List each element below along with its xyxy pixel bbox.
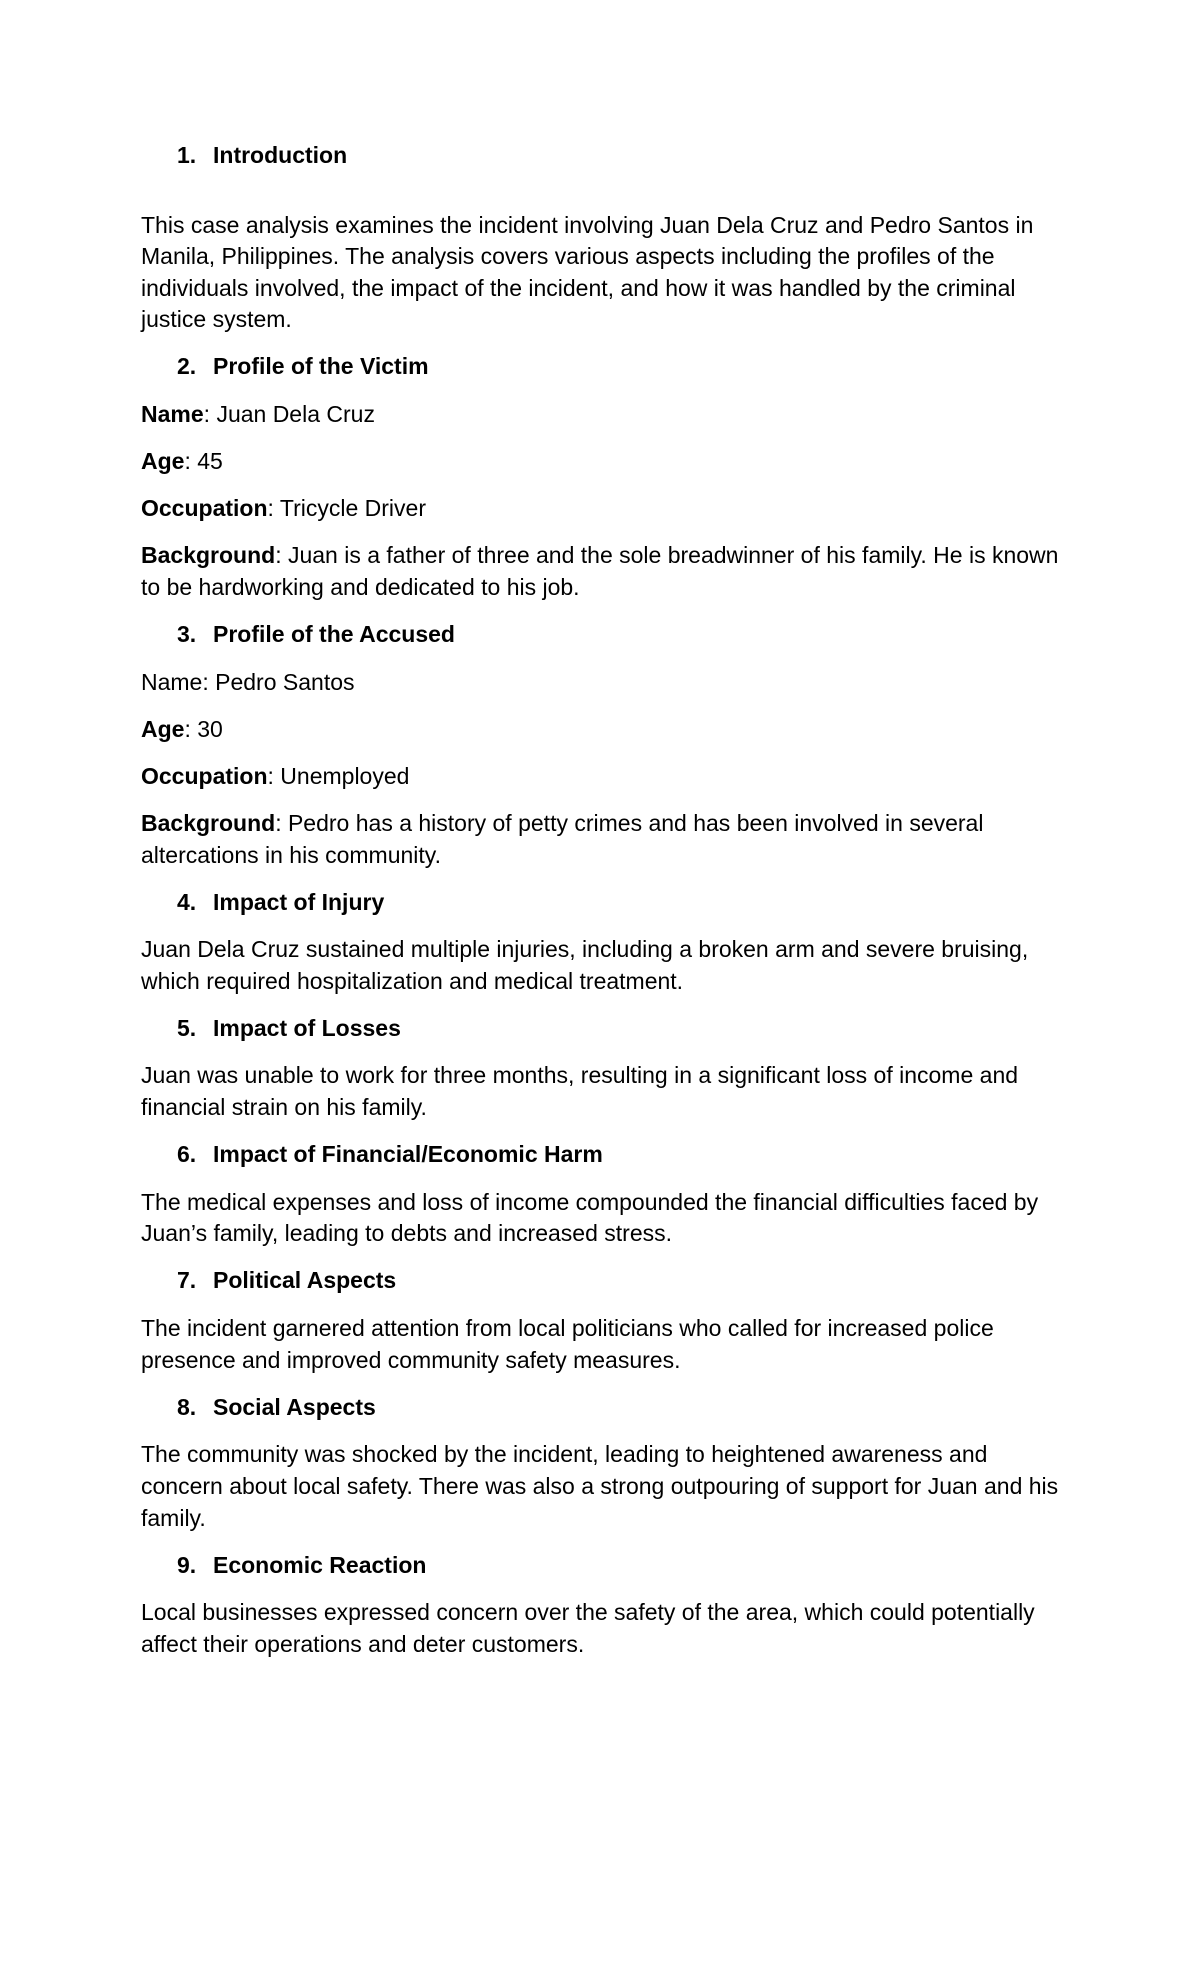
section-heading-accused-profile [141,619,1071,651]
victim-background-field [141,540,1071,603]
section-number: 8. [177,1393,197,1420]
field-value: Juan is a father of three and the sole breadwinner of his family. He is known to be hardworking and dedicated to his job. [141,542,1059,600]
accused-name-field: Name: Pedro Santos [141,668,355,695]
accused-occupation-field [141,761,1071,793]
field-label: Occupation [141,495,268,522]
field-label: Background [141,542,276,569]
section-number: 9. [177,1551,197,1578]
field-label: Name [141,401,204,428]
section-number: 3. [177,621,197,648]
field-separator: : [267,762,281,789]
section-heading-social-aspects [141,1392,1071,1424]
victim-name-field [141,399,1071,431]
section-number: 6. [177,1141,197,1168]
field-label: Background [141,809,276,836]
section-title: Impact of Losses [213,1014,401,1041]
section-heading-political-aspects [141,1265,1071,1297]
section-number: 2. [177,353,197,380]
financial-harm-paragraph: The medical expenses and loss of income compounded the financial difficulties faced by Juan’s family, leading to debts and increased stress. [141,1188,1039,1247]
field-separator: : [267,495,280,522]
document-page [141,140,1071,1676]
section-heading-economic-reaction [141,1550,1071,1582]
economic-reaction-paragraph: Local businesses expressed concern over the safety of the area, which could potentially affect their operations and deter customers. [141,1599,1035,1657]
field-value: Unemployed [280,762,410,789]
section-number: 7. [177,1267,197,1294]
political-aspects-paragraph: The incident garnered attention from local politicians who called for increased police presence and improved community safety measures. [141,1315,994,1373]
field-value: Tricycle Driver [279,495,426,522]
section-heading-introduction [141,140,1071,172]
impact-of-injury-paragraph: Juan Dela Cruz sustained multiple injuries, including a broken arm and severe bruising, which required hospitalization and medical treatment. [141,936,1029,994]
section-title: Political Aspects [213,1267,397,1294]
field-value: 30 [197,715,223,742]
section-title: Impact of Financial/Economic Harm [213,1141,603,1168]
section-title: Profile of the Victim [213,353,429,380]
section-heading-financial-harm [141,1139,1071,1171]
field-separator: : [203,401,217,428]
field-label: Age [141,715,185,742]
victim-occupation-field [141,493,1071,525]
section-heading-impact-of-injury [141,887,1071,919]
field-separator: : [275,542,288,569]
impact-of-losses-paragraph: Juan was unable to work for three months, resulting in a significant loss of income and financial strain on his family. [141,1062,1019,1121]
field-separator: : [184,448,198,475]
section-title: Impact of Injury [213,888,385,915]
section-heading-impact-of-losses [141,1013,1071,1045]
field-separator: : [184,715,198,742]
social-aspects-paragraph: The community was shocked by the incident, leading to heightened awareness and concern about local safety. There was also a strong outpouring of support for Juan and his family. [141,1441,1059,1531]
section-title: Profile of the Accused [213,621,455,648]
field-label: Age [141,448,185,475]
accused-background-field [141,808,1071,871]
field-value: Juan Dela Cruz [216,401,375,428]
section-title: Social Aspects [213,1393,376,1420]
section-title: Introduction [213,142,348,168]
accused-age-field [141,714,1071,746]
section-number: 1. [177,142,197,168]
introduction-paragraph: This case analysis examines the incident involving Juan Dela Cruz and Pedro Santos in Manila, Philippines. The analysis covers various aspects including the profiles of the individuals involved, the impact of the incident, and how it was handled by the criminal justice system. [141,211,1034,333]
field-label: Occupation [141,762,268,789]
field-separator: : [275,809,288,836]
victim-age-field [141,446,1071,478]
section-number: 5. [177,1014,197,1041]
section-number: 4. [177,888,197,915]
field-value: Pedro has a history of petty crimes and has been involved in several altercations in his community. [141,809,984,868]
section-heading-victim-profile [141,351,1071,383]
field-value: 45 [197,448,223,475]
section-title: Economic Reaction [213,1551,427,1578]
